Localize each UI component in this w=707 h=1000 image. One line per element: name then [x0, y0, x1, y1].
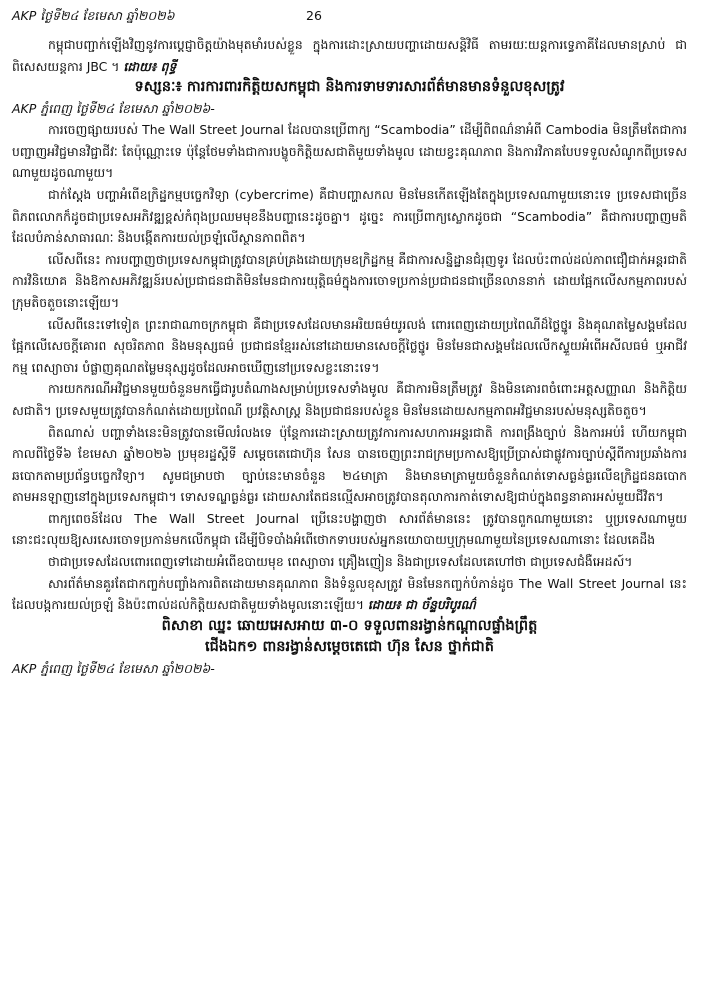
opinion-article: [12, 77, 687, 616]
article-paragraph: ជាក់ស្ដែង បញ្ហាអំពើឧក្រិដ្ឋកម្មបច្ចេកវិទ្យា (cybercrime) គឺជាបញ្ហាសកល មិនមែនកើតឡើងតែក្នុងប្រទេសណាមួយនោះទេ ប្រទេសជាច្រើនពិភពលោកក៏ដូចជាប្រទេសអភិវឌ្ឍខ្ពស់កំពុងប្រឈមមុខនឹងបញ្ហានេះដូចគ្នា។ ដូច្នេះ ការប្រើពាក្យស្លោកដូចជា “Scambodia” គឺជាការបញ្ហាញមតិដែលបំភាន់សាធារណៈ និងបង្កើតការយល់ច្រឡំលើស្ថានភាពពិត។: [12, 186, 687, 246]
article-dateline: AKP ភ្នំពេញ ថ្ងៃទី២៤ ខែមេសា ឆ្នាំ២០២៦-: [12, 660, 215, 676]
article-paragraph: ការចេញផ្សាយរបស់ The Wall Street Journal ដែលបានប្រើពាក្យ “Scambodia” ដើម្បីពិពណ៌នាអំពី Cambodia មិនត្រឹមតែជាការបញ្ជាញអវិជ្ជមានវិជ្ជាជីវៈ តែប៉ុណ្ណោះទេ ប៉ុន្តែថែមទាំងជាការបង្ខូចកិត្តិយសជាតិមួយទាំងមូល ដោយខ្វះគុណភាព និងការវិភាគបែបទទួលសំណូកពីប្រទេសណាមួយដូចណាមួយ។: [12, 122, 687, 181]
article-headline-line2: ជើងឯក១ ពានរង្វាន់សម្តេចតេជោ ហ៊ុន សែន ថ្នាក់ជាតិ: [205, 638, 494, 655]
header-dateline: AKP ថ្ងៃទី២៤ ខែមេសា ឆ្នាំ២០២៦: [12, 8, 175, 23]
article-continuation: [12, 34, 687, 77]
paragraph-text: កម្ពុជាបញ្ជាក់ឡើងវិញនូវការប្ដេជ្ញាចិត្តយ៉ាងមុតមាំរបស់ខ្លួន ក្នុងការដោះស្រាយបញ្ហាដោយសន្តិវិធី តាមរយៈយន្តការទ្វេភាគីដែលមានស្រាប់ ជាពិសេសយន្តការ JBC ។: [12, 37, 687, 74]
article-paragraph: ថាជាប្រទេសដែលពោរពេញទៅដោយអំពើឧបាយមុខ ពេស្យាចារ គ្រឿងញៀន និងជាប្រទេសដែលគេហៅថា ជាប្រទេសជំងឺអេដស៍។: [48, 554, 633, 570]
article-byline: ដោយ៖ ជា ច័ន្ទបរិបូរណ៌: [367, 597, 476, 613]
paragraph-text: សារព័ត៌មានគួរតែជាកញ្ចក់បញ្ចាំងការពិតដោយមានគុណភាព និងទំនួលខុសត្រូវ មិនមែនកញ្ចក់បំភាន់ដូច The Wall Street Journal នេះដែលបង្កការយល់ច្រឡំ និងប៉ះពាល់ដល់កិត្តិយសជាតិមួយទាំងមូលនោះឡើយ។: [12, 575, 687, 613]
article-paragraph: ពិតណាស់ បញ្ហាទាំងនេះមិនត្រូវបានមើលរំលងទេ ប៉ុន្តែការដោះស្រាយត្រូវការការសហការអន្តរជាតិ ការពង្រឹងច្បាប់ និងការអប់រំ ហើយកម្ពុជាកាលពីថ្ងៃទី៦ ខែមេសា ឆ្នាំ២០២៦ ប្រមុខរដ្ឋស្តីទី សម្តេចតេជោហ៊ុន សែន បានចេញព្រះរាជក្រមប្រកាសឱ្យប្រើប្រាស់ជាផ្លូវការច្បាប់ស្តីពីការប្រឆាំងការឆបោកតាមប្រព័ន្ធបច្ចេកវិទ្យា។ សូមជម្រាបថា ច្បាប់នេះមានចំនួន ២៤មាត្រា និងមានមាត្រាមួយចំនួនកំណត់ទោសធ្ងន់ធ្ងរលើឧក្រិដ្ឋជនឆបោកតាមអនឡាញនៅក្នុងប្រទេសកម្ពុជា។ ទោសទណ្ឌធ្ងន់ធ្ងរ ដោយសារតែជនល្មើសអាចត្រូវបានតុលាការកាត់ទោសឱ្យជាប់ក្នុងពន្ធនាគារអស់មួយជីវិត។: [12, 424, 687, 505]
article-paragraph: [12, 573, 687, 616]
page-number: 26: [306, 8, 322, 23]
article-paragraph: ការយកករណីអវិជ្ជមានមួយចំនួនមកធ្វើជារូបតំណាងសម្រាប់ប្រទេសទាំងមូល គឺជាការមិនត្រឹមត្រូវ និងមិនគោរពចំពោះអត្តសញ្ញាណ និងកិត្តិយសជាតិ។ ប្រទេសមួយត្រូវបានកំណត់ដោយប្រពៃណី ប្រវត្តិសាស្ត្រ និងប្រជាជនរបស់ខ្លួន មិនមែនដោយសកម្មភាពអវិជ្ជមានរបស់មនុស្សតិចតួច។: [12, 381, 687, 418]
article-byline: ដោយ៖ ពុទ្ធី: [123, 58, 177, 74]
article-paragraph: [12, 34, 687, 77]
article-paragraph: លើសពីនេះ ការបញ្ហាញថាប្រទេសកម្ពុជាត្រូវបានគ្រប់គ្រងដោយក្រុមឧក្រិដ្ឋកម្ម គឺជាការសន្និដ្ឋានជំរុញទូរ ដែលប៉ះពាល់ដល់ភាពជឿជាក់អន្តរជាតិ ការវិនិយោគ និងឱកាសអភិវឌ្ឍន៍របស់ប្រជាជនជាតិមិនមែនជាការយុត្តិធម៌ក្នុងការចោទប្រកាន់ប្រជាជនជាច្រើនលាននាក់ ដោយផ្អែកលើសកម្មភាពរបស់ក្រុមតិចតួចនោះឡើយ។: [12, 251, 687, 310]
running-header: [12, 8, 692, 28]
article-paragraph: ពាក្យពេចន៍ដែល The Wall Street Journal ប្រើនេះបង្ហាញថា សារព័ត៌មាននេះ ត្រូវបានពួកណាមួយនោះ ឬប្រទេសណាមួយនោះជះលុយឱ្យសរសេរចោទប្រកាន់មកលើកម្ពុជា ដើម្បីបិទបាំងអំពើថោកទាបរបស់អ្នកនយោបាយឬក្រុមណាមួយនៃប្រទេសណានោះ ដែលគេដឹង: [12, 510, 687, 548]
article-dateline: AKP ភ្នំពេញ ថ្ងៃទី២៤ ខែមេសា ឆ្នាំ២០២៦-: [12, 101, 215, 117]
sports-article: [12, 616, 687, 679]
article-headline: ទស្សនៈ៖ ការការពារកិត្តិយសកម្ពុជា និងការទាមទារសារព័ត៌មានមានទំនួលខុសត្រូវ: [134, 79, 565, 96]
article-headline-line1: ពិសាខា ឈ្នះ ឆោយអេសអាយ ៣-០ ទទួលពានរង្វាន់កណ្ដាលផ្ទាំងព្រឹត្ត: [161, 617, 538, 634]
article-paragraph: លើសពីនេះទៅទៀត ព្រះរាជាណាចក្រកម្ពុជា គឺជាប្រទេសដែលមានអរិយធម៌យូរលង់ ពោរពេញដោយប្រពៃណីដ៏ថ្លៃថ្នូរ និងគុណតម្លៃសង្គមដែលផ្អែកលើសេចក្តីគោរព សុចរិតភាព និងមនុស្សធម៌ ប្រជាជនខ្មែររស់នៅដោយមានសេចក្តីថ្លៃថ្នូរ មិនមែនជាសង្គមដែលលើកស្ទួយអំពើអសីលធម៌ ឬអាជីវកម្ម ពេស្យាចារ បំផ្លាញគុណតម្លៃមនុស្សដូចដែលអាចឃើញនៅប្រទេសខ្លះនោះទេ។: [12, 316, 687, 375]
page-content: [12, 34, 687, 679]
